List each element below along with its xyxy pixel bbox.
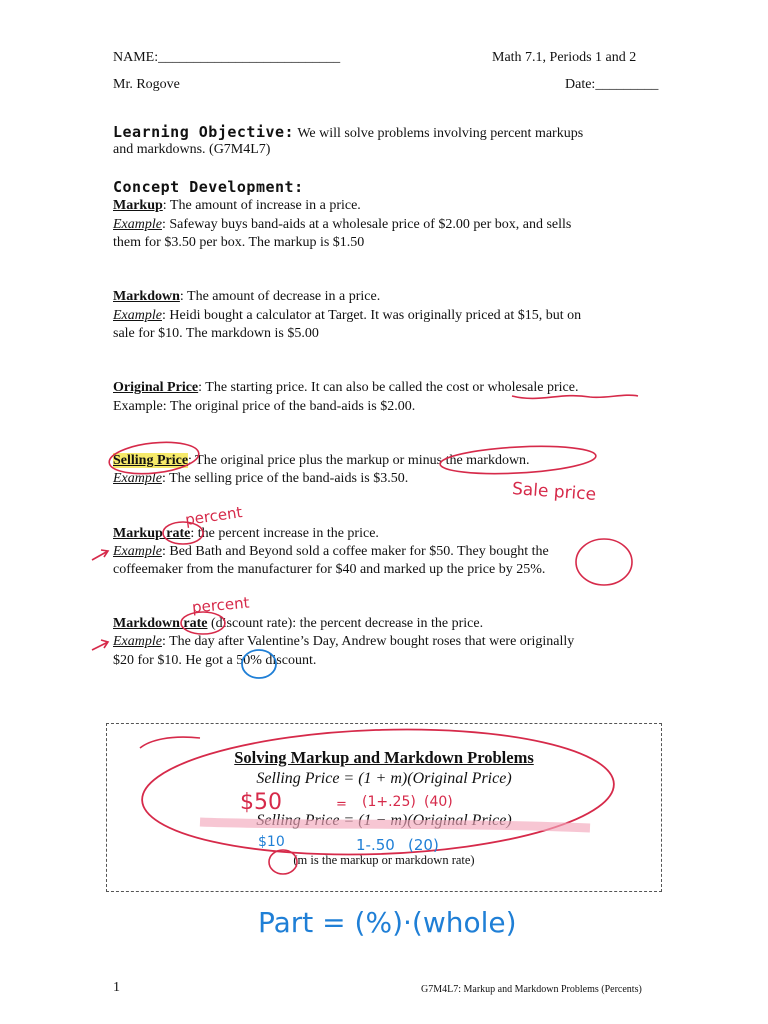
handwritten-part-formula: Part = (%)·(whole) bbox=[258, 906, 517, 939]
date-label: Date: bbox=[565, 77, 596, 92]
markdown-term: Markdown bbox=[113, 289, 180, 304]
markup-rate-example-1 bbox=[113, 543, 549, 561]
example-label: Example bbox=[113, 308, 162, 323]
markdown-rate-definition bbox=[113, 615, 483, 633]
handwritten-one-minus: 1-.50 bbox=[356, 836, 395, 854]
original-price-term: Original Price bbox=[113, 380, 199, 395]
formula-markup: Selling Price = (1 + m)(Original Price) bbox=[256, 770, 512, 787]
markdown-definition bbox=[113, 288, 380, 306]
objective-text-2: and markdowns. (G7M4L7) bbox=[113, 142, 271, 157]
example-label: Example bbox=[113, 217, 162, 232]
twentyfive-percent-circle bbox=[576, 539, 632, 585]
markdown-rate-example-2: $20 for $10. He got a 50% discount. bbox=[113, 653, 317, 668]
markdown-rate-example-text: : The day after Valentine’s Day, Andrew bought roses that were originally bbox=[161, 634, 575, 649]
objective-line-1 bbox=[113, 123, 583, 143]
markup-definition bbox=[113, 197, 361, 215]
teacher-name: Mr. Rogove bbox=[113, 77, 180, 92]
date-field bbox=[565, 77, 658, 93]
markup-example-1 bbox=[113, 216, 571, 234]
objective-text-1: We will solve problems involving percent markups bbox=[297, 126, 584, 141]
name-blank: __________________________ bbox=[158, 50, 341, 65]
name-label: NAME: bbox=[113, 50, 159, 65]
markdown-rate-def: (discount rate): the percent decrease in the price. bbox=[207, 616, 484, 631]
markdown-example-2: sale for $10. The markdown is $5.00 bbox=[113, 326, 319, 341]
concept-heading: Concept Development: bbox=[113, 178, 304, 196]
formula-note: (m is the markup or markdown rate) bbox=[293, 853, 475, 867]
formula-box-title: Solving Markup and Markdown Problems bbox=[234, 748, 534, 767]
markup-rate-def: : the percent increase in the price. bbox=[190, 526, 379, 541]
markdown-example-text: : Heidi bought a calculator at Target. It was originally priced at $15, but on bbox=[161, 308, 582, 323]
objective-heading: Learning Objective: bbox=[113, 123, 295, 141]
markdown-example-1 bbox=[113, 307, 581, 325]
markdown-def: : The amount of decrease in a price. bbox=[179, 289, 381, 304]
markdown-rate-term: Markdown rate bbox=[113, 616, 208, 631]
handwritten-percent-2: percent bbox=[191, 593, 251, 617]
markup-rate-term: Markup rate bbox=[113, 526, 191, 541]
example-label: Example bbox=[113, 634, 162, 649]
example-label: Example bbox=[113, 544, 162, 559]
original-price-def: : The starting price. It can also be called the cost or wholesale price. bbox=[198, 380, 579, 395]
formula-markdown: Selling Price = (1 − m)(Original Price) bbox=[256, 812, 512, 829]
markup-rate-definition bbox=[113, 525, 379, 543]
arrow-markup-rate bbox=[92, 550, 108, 560]
arrow-markdown-rate bbox=[92, 640, 108, 650]
markdown-rate-example-1 bbox=[113, 633, 574, 651]
markup-rate-example-2: coffeemaker from the manufacturer for $40 and marked up the price by 25%. bbox=[113, 562, 546, 577]
markup-def: : The amount of increase in a price. bbox=[162, 198, 361, 213]
selling-price-example-text: : The selling price of the band-aids is $3.50. bbox=[161, 471, 409, 486]
handwritten-forty: (40) bbox=[424, 794, 453, 810]
handwritten-equals: = bbox=[336, 797, 347, 812]
handwritten-ten: $10 bbox=[258, 834, 285, 850]
selling-price-definition bbox=[113, 452, 530, 470]
handwritten-percent-1: percent bbox=[184, 503, 244, 529]
markup-rate-example-text: : Bed Bath and Beyond sold a coffee maker for $50. They bought the bbox=[161, 544, 549, 559]
example-label: Example bbox=[113, 471, 162, 486]
page-number: 1 bbox=[113, 980, 120, 995]
original-price-example: Example: The original price of the band-aids is $2.00. bbox=[113, 399, 416, 414]
markup-example-text: : Safeway buys band-aids at a wholesale price of $2.00 per box, and sells bbox=[161, 217, 572, 232]
course-title: Math 7.1, Periods 1 and 2 bbox=[492, 50, 637, 65]
footer-title: G7M4L7: Markup and Markdown Problems (Percents) bbox=[421, 984, 642, 995]
handwritten-one-plus: (1+.25) bbox=[362, 794, 416, 810]
name-field bbox=[113, 50, 340, 66]
markup-term: Markup bbox=[113, 198, 163, 213]
selling-price-example bbox=[113, 470, 408, 488]
selling-price-def: : The original price plus the markup or minus the markdown. bbox=[188, 453, 530, 468]
handwritten-fifty: $50 bbox=[240, 790, 282, 815]
markup-example-2: them for $3.50 per box. The markup is $1.50 bbox=[113, 235, 365, 250]
date-blank: _________ bbox=[595, 77, 659, 92]
handwritten-sale-price: Sale price bbox=[511, 479, 597, 505]
handwritten-twenty: (20) bbox=[408, 836, 439, 854]
selling-price-term: Selling Price bbox=[113, 453, 189, 468]
original-price-definition bbox=[113, 379, 578, 397]
